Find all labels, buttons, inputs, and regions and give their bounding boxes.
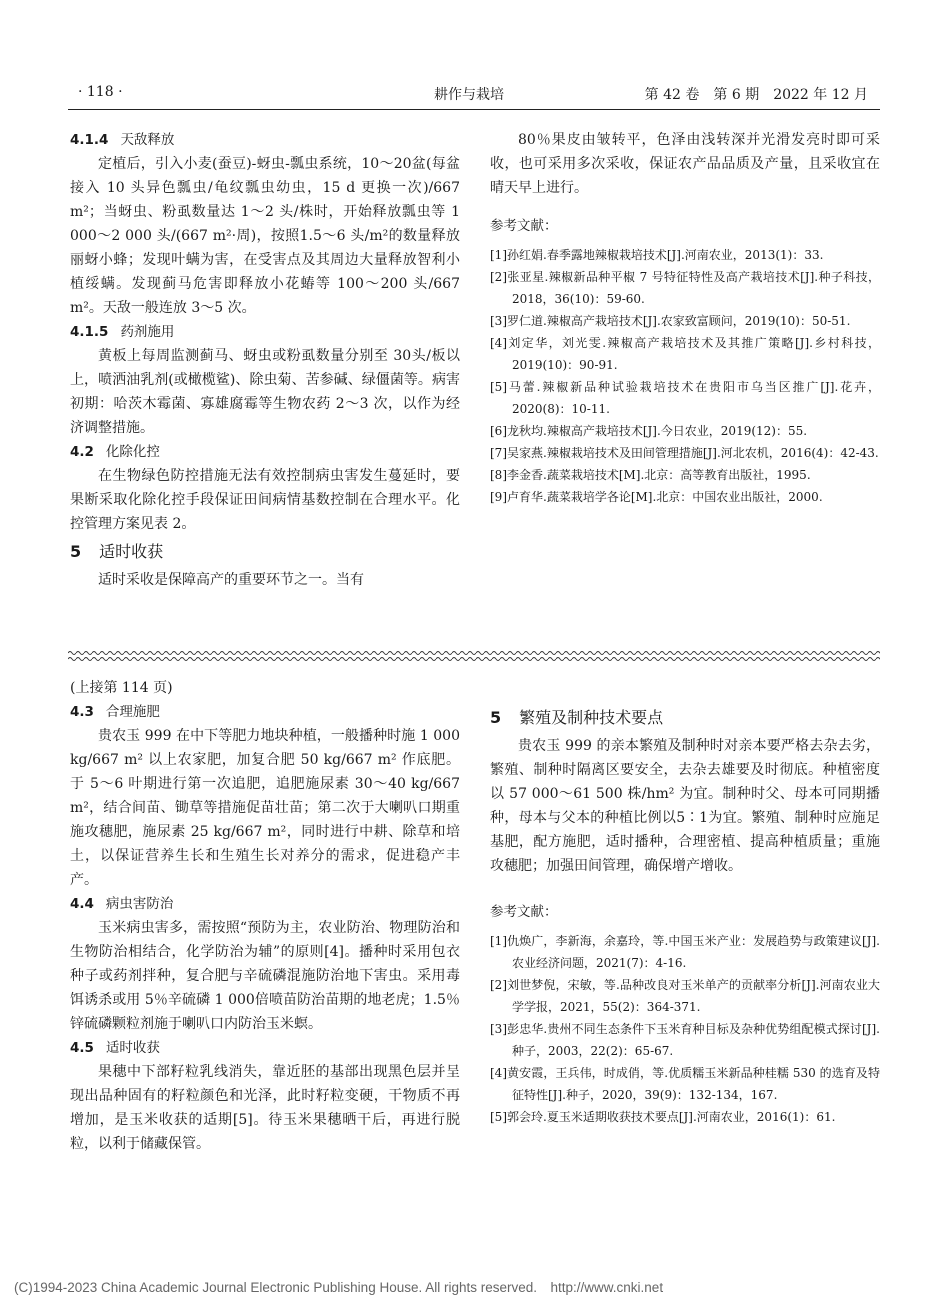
body-paragraph: 适时采收是保障高产的重要环节之一。当有 <box>98 572 364 588</box>
heading-number: 4.4 <box>70 896 94 912</box>
subsection-heading <box>70 128 460 152</box>
reference-item: [8]李金香.蔬菜栽培技术[M].北京：高等教育出版社，1995. <box>490 468 811 482</box>
subsection-heading <box>70 700 460 724</box>
heading-title: 药剂施用 <box>120 324 175 340</box>
bottom-left-column <box>70 676 460 1156</box>
continuation-note: (上接第 114 页) <box>70 680 173 696</box>
references-heading: 参考文献： <box>490 218 558 234</box>
subsection-heading <box>70 892 460 916</box>
top-right-column <box>490 128 880 508</box>
heading-number: 5 <box>70 542 82 561</box>
reference-item: [1]孙红娟.春季露地辣椒栽培技术[J].河南农业，2013(1)：33. <box>490 248 824 262</box>
heading-number: 4.1.4 <box>70 132 109 148</box>
breeding-paragraph: 贵农玉 999 的亲本繁殖及制种时对亲本要严格去杂去劣，繁殖、制种时隔离区要安全，去杂去雄要及时彻底。种植密度以 57 000～61 500 株/hm² 为宜。制种时父、母本可同期播种，母本与父本的种植比例以5∶1为宜。繁殖、制种时应施足基肥，配方施肥，适时播种，合理密植、提高种植质量；重施攻穗肥；加强田间管理，确保增产增收。 <box>490 738 880 874</box>
heading-title: 天敌释放 <box>120 132 175 148</box>
harvest-paragraph-continued: 80％果皮由皱转平，色泽由浅转深并光滑发亮时即可采收，也可采用多次采收，保证农产品品质及产量，且采收宜在晴天早上进行。 <box>490 132 880 196</box>
heading-title: 合理施肥 <box>105 704 160 720</box>
reference-item: [5]郭会玲.夏玉米适期收获技术要点[J].河南农业，2016(1)：61. <box>490 1110 836 1124</box>
journal-title: 耕作与栽培 <box>434 87 504 103</box>
heading-number: 4.3 <box>70 704 94 720</box>
body-paragraph: 黄板上每周监测蓟马、蚜虫或粉虱数量分别至 30头/板以上，喷洒油乳剂(或橄榄鲨)、除虫菊、苦参碱、绿僵菌等。病害初期：哈茨木霉菌、寡雄腐霉等生物农药 2～3 次，以作为经济调整措施。 <box>70 348 460 436</box>
reference-item: [4]黄安霞，王兵伟，时成俏，等.优质糯玉米新品种桂糯 530 的选育及特征特性[J].种子，2020，39(9)：132-134，167. <box>490 1066 880 1102</box>
heading-title: 病虫害防治 <box>105 896 174 912</box>
section-heading <box>70 540 460 564</box>
body-paragraph: 果穗中下部籽粒乳线消失，靠近胚的基部出现黑色层并呈现出品种固有的籽粒颜色和光泽，此时籽粒变硬，干物质不再增加，是玉米收获的适期[5]。待玉米果穗晒干后，再进行脱粒，以利于储藏保管。 <box>70 1064 460 1152</box>
references-heading: 参考文献： <box>490 904 558 920</box>
body-paragraph: 定植后，引入小麦(蚕豆)-蚜虫-瓢虫系统，10～20盆(每盆接入 10 头异色瓢虫/龟纹瓢虫幼虫，15 d 更换一次)/667 m²；当蚜虫、粉虱数量达 1～2 头/株时，开始释放瓢虫等 1 000～2 000 头/(667 m²·周)，按照1.5～6 头/m²的数量释放丽蚜小蜂；发现叶螨为害，在受害点及其周边大量释放智利小植绥螨。发现蓟马危害即释放小花蝽等 100～200 头/667 m²。天敌一般连放 3～5 次。 <box>70 156 460 316</box>
top-left-column <box>70 128 460 592</box>
section-separator <box>68 649 880 663</box>
body-paragraph: 在生物绿色防控措施无法有效控制病虫害发生蔓延时，要果断采取化除化控手段保证田间病情基数控制在合理水平。化控管理方案见表 2。 <box>70 468 460 532</box>
body-paragraph: 玉米病虫害多，需按照“预防为主，农业防治、物理防治和生物防治相结合，化学防治为辅”的原则[4]。播种时采用包衣种子或药剂拌种，复合肥与辛硫磷混施防治地下害虫。采用毒饵诱杀或用 5％辛硫磷 1 000倍喷苗防治苗期的地老虎；1.5％锌硫磷颗粒剂施于喇叭口内防治玉米螟。 <box>70 920 460 1032</box>
issue-info: 第 42 卷 第 6 期 2022 年 12 月 <box>644 87 868 103</box>
heading-number: 4.5 <box>70 1040 94 1056</box>
reference-list <box>490 244 880 508</box>
heading-title: 化除化控 <box>105 444 160 460</box>
heading-title: 适时收获 <box>105 1040 160 1056</box>
reference-list <box>490 930 880 1128</box>
copyright-footer: (C)1994-2023 China Academic Journal Electronic Publishing House. All rights reserved. http://www.cnki.net <box>14 1280 664 1295</box>
subsection-heading <box>70 320 460 344</box>
reference-item: [7]吴家燕.辣椒栽培技术及田间管理措施[J].河北农机，2016(4)：42-43. <box>490 446 879 460</box>
reference-item: [4]刘定华，刘光雯.辣椒高产栽培技术及其推广策略[J].乡村科技，2019(10)：90-91. <box>490 336 880 372</box>
reference-item: [3]彭忠华.贵州不同生态条件下玉米育种目标及杂种优势组配模式探讨[J].种子，2003，22(2)：65-67. <box>490 1022 880 1058</box>
subsection-heading <box>70 1036 460 1060</box>
reference-item: [1]仇焕广，李新海，余嘉玲，等.中国玉米产业：发展趋势与政策建议[J].农业经济问题，2021(7)：4-16. <box>490 934 880 970</box>
reference-item: [5]马蕾.辣椒新品种试验栽培技术在贵阳市乌当区推广[J].花卉，2020(8)：10-11. <box>490 380 880 416</box>
section-title: 繁殖及制种技术要点 <box>519 708 664 727</box>
heading-number: 4.2 <box>70 444 94 460</box>
bottom-right-column <box>490 702 880 1128</box>
section-number: 5 <box>490 708 502 727</box>
header-rule <box>68 109 880 110</box>
section-heading <box>490 706 880 730</box>
reference-item: [6]龙秋均.辣椒高产栽培技术[J].今日农业，2019(12)：55. <box>490 424 808 438</box>
reference-item: [2]张亚星.辣椒新品种平椒 7 号特征特性及高产栽培技术[J].种子科技，2018，36(10)：59-60. <box>490 270 880 306</box>
body-paragraph: 贵农玉 999 在中下等肥力地块种植，一般播种时施 1 000 kg/667 m² 以上农家肥，加复合肥 50 kg/667 m² 作底肥。于 5～6 叶期进行第一次追肥，追肥施尿素 30～40 kg/667 m²，结合间苗、锄草等措施促苗壮苗；第二次于大喇叭口期重施攻穗肥，施尿素 25 kg/667 m²，同时进行中耕、除草和培土，以保证营养生长和生殖生长对养分的需求，促进稳产丰产。 <box>70 728 460 888</box>
subsection-heading <box>70 440 460 464</box>
page-number: · 118 · <box>78 84 123 100</box>
reference-item: [9]卢育华.蔬菜栽培学各论[M].北京：中国农业出版社，2000. <box>490 490 823 504</box>
reference-item: [2]刘世梦倪，宋敏，等.品种改良对玉米单产的贡献率分析[J].河南农业大学学报，2021，55(2)：364-371. <box>490 978 880 1014</box>
heading-title: 适时收获 <box>99 542 164 561</box>
heading-number: 4.1.5 <box>70 324 109 340</box>
reference-item: [3]罗仁道.辣椒高产栽培技术[J].农家致富顾问，2019(10)：50-51. <box>490 314 851 328</box>
